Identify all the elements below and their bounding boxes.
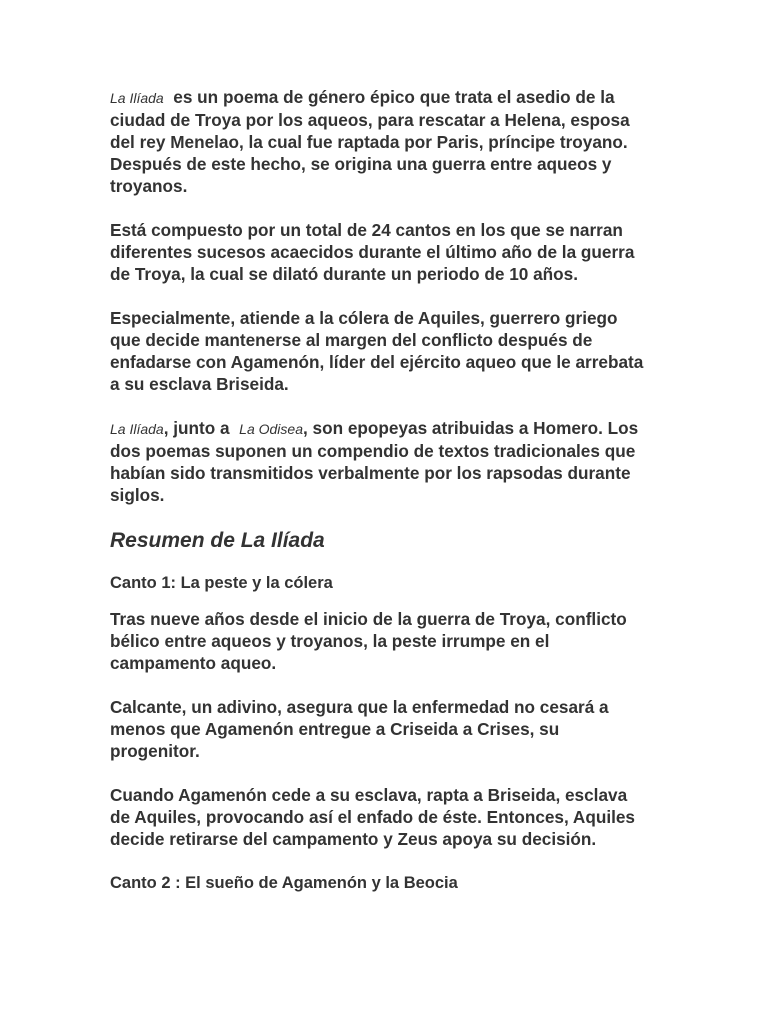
- section-title: Resumen de La Ilíada: [110, 529, 325, 552]
- title-reference-odisea: La Odisea: [239, 421, 303, 437]
- canto-1-paragraph-3: Cuando Agamenón cede a su esclava, rapta a Briseida, esclava de Aquiles, provocando así el enfado de éste. Entonces, Aquiles decide retirarse del campamento y Zeus apoya su decisión.: [110, 785, 635, 849]
- canto-1-paragraph-1: Tras nueve años desde el inicio de la guerra de Troya, conflicto bélico entre aqueos y troyanos, la peste irrumpe en el campamento aqueo.: [110, 609, 627, 673]
- title-reference-iliada: La Ilíada: [110, 90, 164, 106]
- canto-1-paragraph-2: Calcante, un adivino, asegura que la enfermedad no cesará a menos que Agamenón entregue a Criseida a Crises, su progenitor.: [110, 697, 609, 761]
- intro-paragraph-4: [110, 417, 650, 506]
- canto-2-title: Canto 2 : El sueño de Agamenón y la Beocia: [110, 874, 458, 892]
- intro-paragraph-4-mid: , junto a: [163, 418, 235, 438]
- intro-paragraph-1: [110, 86, 650, 197]
- title-reference-iliada: La Ilíada: [110, 421, 164, 437]
- intro-paragraph-3: Especialmente, atiende a la cólera de Aquiles, guerrero griego que decide mantenerse al margen del conflicto después de enfadarse con Agamenón, líder del ejército aqueo que le arrebata a su esclava Briseida.: [110, 308, 644, 394]
- document-page: [110, 86, 650, 908]
- intro-paragraph-1-text: es un poema de género épico que trata el asedio de la ciudad de Troya por los aqueos, para rescatar a Helena, esposa del rey Menelao, la cual fue raptada por Paris, príncipe troyano. Después de este hecho, se origina una guerra entre aqueos y troyanos.: [110, 87, 630, 196]
- canto-1-title: Canto 1: La peste y la cólera: [110, 574, 333, 592]
- intro-paragraph-4-text: , son epopeyas atribuidas a Homero. Los dos poemas suponen un compendio de textos tradicionales que habían sido transmitidos verbalmente por los rapsodas durante siglos.: [110, 418, 639, 505]
- intro-paragraph-2: Está compuesto por un total de 24 cantos en los que se narran diferentes sucesos acaecidos durante el último año de la guerra de Troya, la cual se dilató durante un periodo de 10 años.: [110, 220, 635, 284]
